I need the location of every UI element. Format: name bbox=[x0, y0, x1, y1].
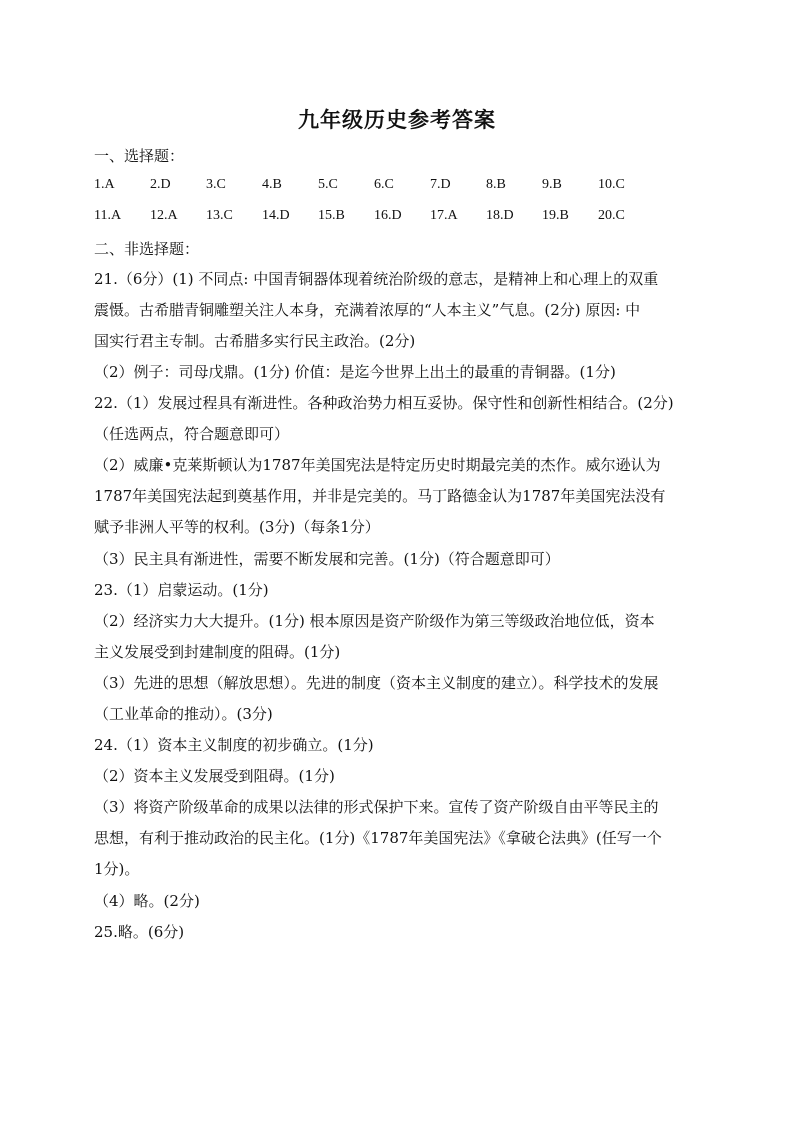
mc-answer: 17.A bbox=[430, 208, 458, 223]
mc-answer: 7.D bbox=[430, 177, 451, 192]
mc-answer: 11.A bbox=[94, 208, 122, 223]
answer-line: （3）将资产阶级革命的成果以法律的形式保护下来。宣传了资产阶级自由平等民主的 bbox=[94, 798, 659, 816]
page-title: 九年级历史参考答案 bbox=[298, 107, 496, 132]
answer-line: 1787年美国宪法起到奠基作用，并非是完美的。马丁路德金认为1787年美国宪法没有 bbox=[94, 487, 666, 505]
answer-line: 22.（1）发展过程具有渐进性。各种政治势力相互妥协。保守性和创新性相结合。(2分) bbox=[94, 394, 674, 412]
mc-answers-row-1 bbox=[94, 177, 654, 193]
mc-answer: 10.C bbox=[598, 177, 625, 192]
mc-answer: 1.A bbox=[94, 177, 115, 192]
answer-line: 24.（1）资本主义制度的初步确立。(1分) bbox=[94, 736, 374, 754]
answer-line: （工业革命的推动）。(3分) bbox=[94, 705, 273, 723]
answer-line: 赋予非洲人平等的权利。(3分)（每条1分） bbox=[94, 518, 380, 536]
answer-line: （3）先进的思想（解放思想）。先进的制度（资本主义制度的建立）。科学技术的发展 bbox=[94, 674, 659, 692]
answer-line: （2）资本主义发展受到阻碍。(1分) bbox=[94, 767, 335, 785]
answer-line: （任选两点，符合题意即可） bbox=[94, 425, 290, 443]
answer-line: （3）民主具有渐进性，需要不断发展和完善。(1分)（符合题意即可） bbox=[94, 550, 560, 568]
answer-line: （4）略。(2分) bbox=[94, 892, 200, 910]
mc-answer: 15.B bbox=[318, 208, 345, 223]
answer-line: （2）例子：司母戊鼎。(1分) 价值：是迄今世界上出土的最重的青铜器。(1分) bbox=[94, 363, 616, 381]
mc-answer: 12.A bbox=[150, 208, 178, 223]
mc-answer: 14.D bbox=[262, 208, 290, 223]
mc-answer: 5.C bbox=[318, 177, 338, 192]
mc-answer: 19.B bbox=[542, 208, 569, 223]
answer-line: 21.（6分）(1) 不同点: 中国青铜器体现着统治阶级的意志，是精神上和心理上的双重 bbox=[94, 270, 659, 288]
answer-line: 思想，有利于推动政治的民主化。(1分)《1787年美国宪法》《拿破仑法典》(任写一个 bbox=[94, 829, 662, 847]
mc-answers-row-2 bbox=[94, 208, 654, 224]
mc-answer: 2.D bbox=[150, 177, 171, 192]
mc-answer: 6.C bbox=[374, 177, 394, 192]
answer-line: （2）经济实力大大提升。(1分) 根本原因是资产阶级作为第三等级政治地位低，资本 bbox=[94, 612, 655, 630]
answer-line: 国实行君主专制。古希腊多实行民主政治。(2分) bbox=[94, 332, 416, 350]
answer-line: 主义发展受到封建制度的阻碍。(1分) bbox=[94, 643, 341, 661]
answer-line: 1分)。 bbox=[94, 860, 140, 878]
section-heading-multiple-choice: 一、选择题： bbox=[94, 147, 185, 165]
mc-answer: 8.B bbox=[486, 177, 506, 192]
mc-answer: 4.B bbox=[262, 177, 282, 192]
mc-answer: 16.D bbox=[374, 208, 402, 223]
mc-answer: 20.C bbox=[598, 208, 625, 223]
answer-line: 23.（1）启蒙运动。(1分) bbox=[94, 581, 269, 599]
mc-answer: 3.C bbox=[206, 177, 226, 192]
answer-line: （2）威廉•克莱斯顿认为1787年美国宪法是特定历史时期最完美的杰作。威尔逊认为 bbox=[94, 456, 661, 474]
answer-line: 25.略。(6分) bbox=[94, 923, 185, 941]
mc-answer: 13.C bbox=[206, 208, 233, 223]
section-heading-non-multiple-choice: 二、非选择题： bbox=[94, 240, 200, 258]
mc-answer: 18.D bbox=[486, 208, 514, 223]
answer-line: 震慑。古希腊青铜雕塑关注人本身，充满着浓厚的“人本主义”气息。(2分) 原因: 中 bbox=[94, 301, 641, 319]
mc-answer: 9.B bbox=[542, 177, 562, 192]
